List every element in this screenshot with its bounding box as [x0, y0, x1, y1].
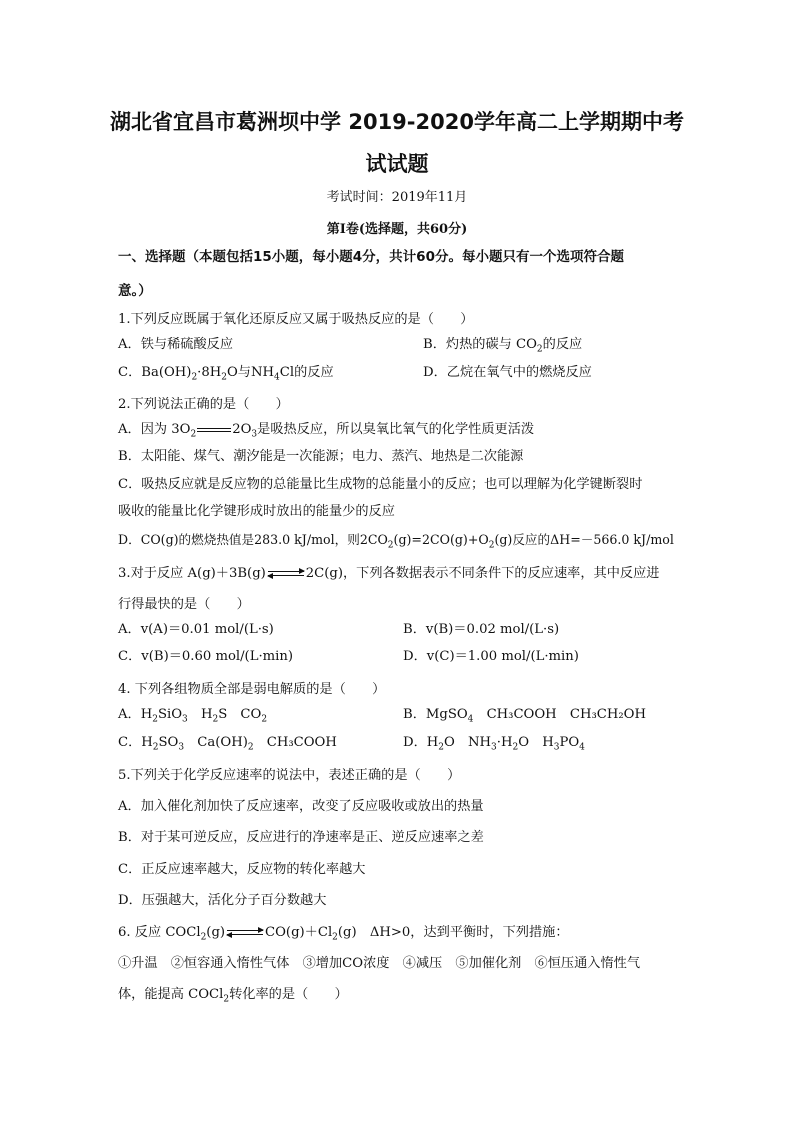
q1-option-d: D．乙烷在氧气中的燃烧反应	[423, 365, 592, 380]
reversible-arrow-icon	[227, 928, 263, 938]
q5-stem: 5.下列关于化学反应速率的说法中，表述正确的是（ ）	[118, 768, 461, 783]
q3-stem-line1: 3.对于反应 A(g)＋3B(g) 2C(g)，下列各数据表示不同条件下的反应速率，其中反应进	[118, 566, 660, 581]
section1-instructions-line1: 一、选择题（本题包括15小题，每小题4分，共计60分。每小题只有一个选项符合题	[118, 249, 624, 265]
exam-time: 考试时间：2019年11月	[326, 190, 468, 205]
q3-stem-line2: 行得最快的是（ ）	[118, 597, 250, 612]
equals-arrow-icon	[197, 428, 231, 432]
q3-option-a: A．v(A)＝0.01 mol/(L·s)	[118, 622, 274, 637]
q4-option-b: B．MgSO$_4$ CH₃COOH CH₃CH₂OH	[403, 707, 646, 725]
q2-option-a: A．因为 $3O_2$ $2O_3$是吸热反应，所以臭氧比氧气的化学性质更活泼	[118, 422, 535, 440]
exam-title-line2: 试试题	[365, 152, 429, 176]
q1-options-row2	[118, 364, 678, 382]
q4-option-a: A．$H_2SiO_3$ $H_2S$ $CO_2$	[118, 707, 268, 725]
q1-options-row1	[118, 336, 678, 354]
q3-option-d: D．v(C)＝1.00 mol/(L·min)	[403, 649, 579, 664]
q4-option-c: C．$H_2SO_3$ $Ca(OH)_2$ CH₃COOH	[118, 735, 337, 753]
q6-stem-line3: 体，能提高 COCl$_2$转化率的是（ ）	[118, 987, 348, 1005]
q1-option-b: B．灼热的碳与 $CO_2$的反应	[423, 337, 583, 355]
q4-stem: 4. 下列各组物质全部是弱电解质的是（ ）	[118, 682, 386, 697]
q5-option-d: D．压强越大，活化分子百分数越大	[118, 893, 327, 908]
q4-options-row2	[118, 734, 678, 752]
section1-instructions-line2: 意。）	[118, 283, 152, 299]
q1-stem: 1.下列反应既属于氧化还原反应又属于吸热反应的是（ ）	[118, 312, 474, 327]
q6-measures-list: ①升温 ②恒容通入惰性气体 ③增加CO浓度 ④减压 ⑤加催化剂 ⑥恒压通入惰性气	[118, 956, 641, 971]
exam-title-line1: 湖北省宜昌市葛洲坝中学 2019-2020学年高二上学期期中考	[110, 110, 684, 134]
q5-option-a: A．加入催化剂加快了反应速率，改变了反应吸收或放出的热量	[118, 799, 484, 814]
q3-option-b: B．v(B)＝0.02 mol/(L·s)	[403, 622, 560, 637]
q5-option-c: C．正反应速率越大，反应物的转化率越大	[118, 862, 366, 877]
q3-options-row1	[118, 621, 678, 639]
q4-option-d: D．$H_2O$ $NH_3\cdot H_2O$ $H_3PO_4$	[403, 735, 585, 753]
q3-option-c: C．v(B)＝0.60 mol/(L·min)	[118, 649, 294, 664]
part1-heading: 第Ⅰ卷(选择题，共60分)	[326, 222, 468, 237]
q2-stem: 2.下列说法正确的是（ ）	[118, 397, 289, 412]
q2-option-c-line1: C．吸热反应就是反应物的总能量比生成物的总能量小的反应；也可以理解为化学键断裂时	[118, 477, 643, 492]
q1-option-a: A．铁与稀硫酸反应	[118, 337, 234, 352]
q2-option-d: D．CO(g)的燃烧热值是283.0 kJ/mol，则$2CO_2(g)=2CO(g)+O_2(g)$反应的ΔH=－566.0 kJ/mol	[118, 532, 674, 551]
q2-option-b: B．太阳能、煤气、潮汐能是一次能源；电力、蒸汽、地热是二次能源	[118, 449, 524, 464]
q4-options-row1	[118, 706, 678, 724]
q2-option-c-line2: 吸收的能量比化学键形成时放出的能量少的反应	[118, 504, 395, 519]
q3-options-row2	[118, 648, 678, 666]
q6-stem-line1: 6. 反应 COCl$_2$(g) $CO(g)+Cl_2(g)$ ΔH>0，达到平衡时，下列措施：	[118, 925, 569, 943]
q5-option-b: B．对于某可逆反应，反应进行的净速率是正、逆反应速率之差	[118, 830, 484, 845]
reversible-arrow-icon	[268, 569, 304, 579]
q1-option-c: C．$Ba(OH)_2\cdot 8H_2O$与$NH_4Cl$的反应	[118, 365, 334, 383]
